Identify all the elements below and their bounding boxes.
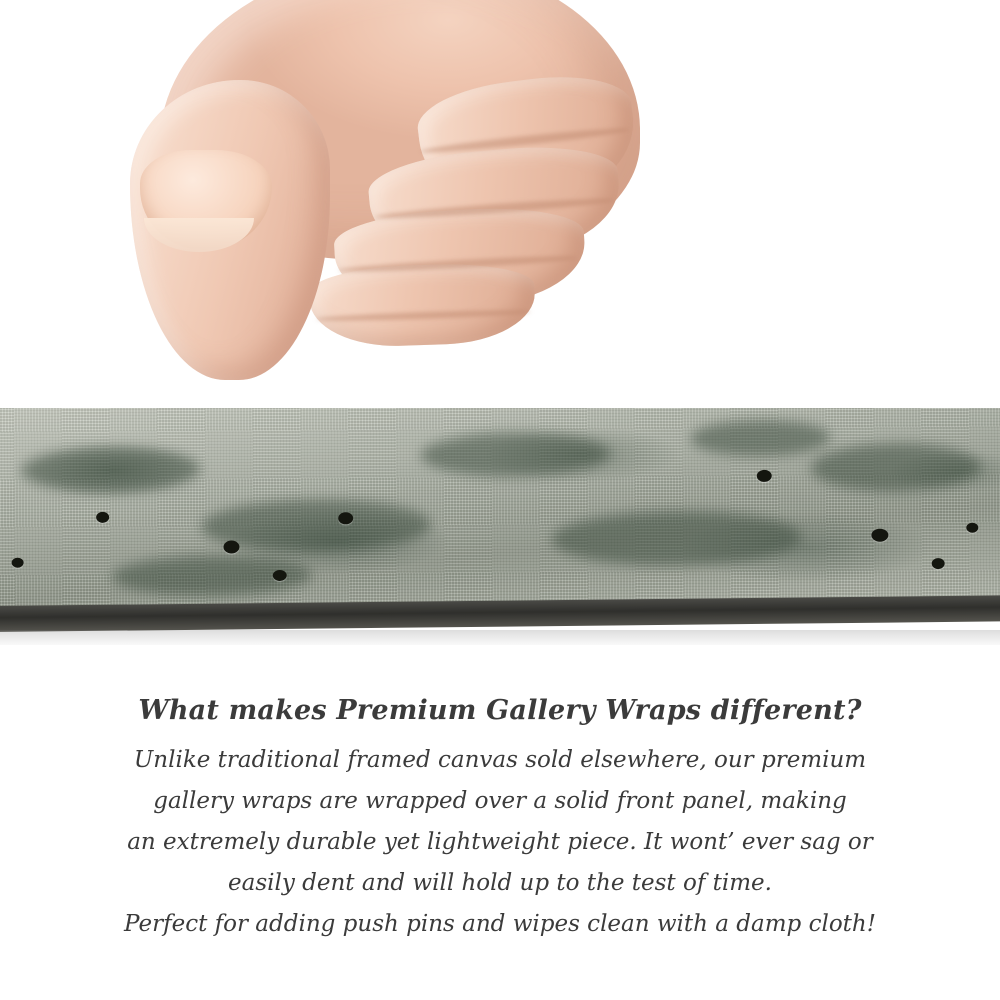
canvas-speck bbox=[966, 523, 978, 533]
canvas-speck bbox=[273, 570, 287, 581]
canvas-speck bbox=[932, 558, 945, 569]
gallery-wrap-slab bbox=[0, 408, 1000, 645]
caption-line: gallery wraps are wrapped over a solid front panel, making bbox=[153, 788, 847, 814]
slab-drop-shadow bbox=[0, 630, 1000, 645]
hand-illustration bbox=[120, 0, 680, 430]
caption-line: easily dent and will hold up to the test of time. bbox=[228, 870, 772, 896]
canvas-speck bbox=[12, 558, 24, 568]
caption-line: Perfect for adding push pins and wipes clean with a damp cloth! bbox=[124, 911, 876, 937]
canvas-speck bbox=[338, 512, 353, 524]
canvas-surface bbox=[0, 408, 1000, 620]
caption-block bbox=[0, 695, 1000, 945]
canvas-speck bbox=[757, 470, 772, 482]
little-finger bbox=[309, 261, 537, 349]
caption-line: an extremely durable yet lightweight piece. It wont’ ever sag or bbox=[127, 829, 873, 855]
caption-body bbox=[0, 740, 1000, 945]
canvas-speck bbox=[871, 529, 888, 542]
canvas-speck bbox=[223, 540, 239, 553]
caption-line: Unlike traditional framed canvas sold elsewhere, our premium bbox=[133, 747, 867, 773]
canvas-speck bbox=[96, 512, 109, 523]
caption-title: What makes Premium Gallery Wraps different? bbox=[138, 695, 862, 726]
